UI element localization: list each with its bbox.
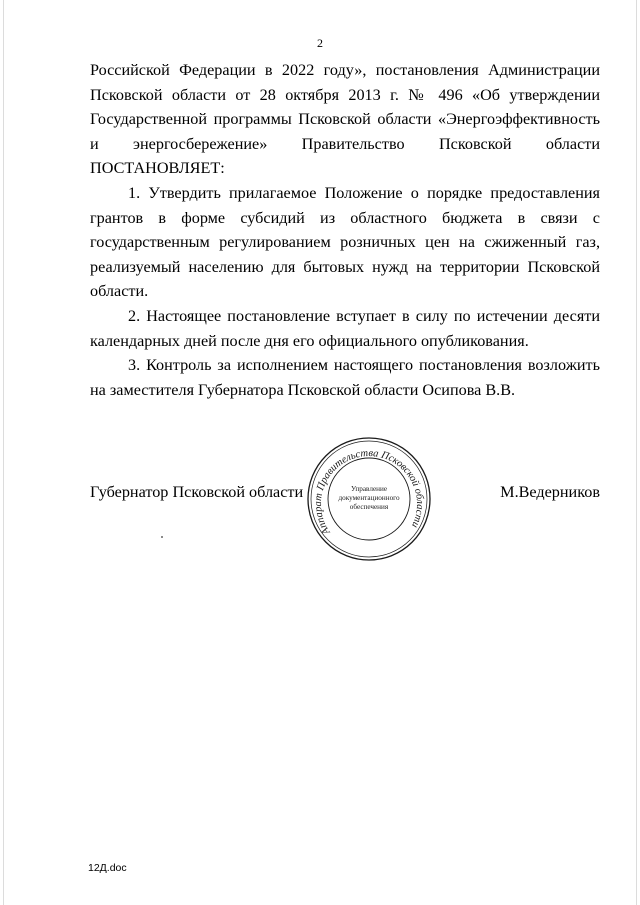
seal-center-line-3: обеспечения <box>349 503 389 511</box>
paragraph-item-2: 2. Настоящее постановление вступает в силу по истечении десяти календарных дней после дня его официального опубликования. <box>90 306 600 350</box>
official-seal <box>306 436 432 562</box>
signatory-position: Губернатор Псковской области <box>90 483 304 501</box>
seal-center-line-1: Управление <box>350 485 388 493</box>
scan-edge-right <box>636 0 637 905</box>
paragraph-item-3: 3. Контроль за исполнением настоящего постановления возложить на заместителя Губернатора Псковской области Осипова В.В. <box>90 356 600 399</box>
page-number: 2 <box>317 36 323 50</box>
footer-filename: 12Д.doc <box>88 862 127 874</box>
scan-edge-left <box>3 0 4 905</box>
paragraph-item-1: 1. Утвердить прилагаемое Положение о порядке предоставления грантов в форме субсидий из областного бюджета в связи с государственным регулированием розничных цен на сжиженный газ, реализуемый населению для бытовых нужд на территории Псковской области. <box>90 183 600 301</box>
scan-speck <box>161 536 163 538</box>
paragraph-intro: Российской Федерации в 2022 году», постановления Администрации Псковской области от 28 октября 2013 г. № 496 «Об утверждении Государственной программы Псковской области «Энергоэффективность и энергосбережение» Правительство Псковской области <box>90 61 600 153</box>
signatory-name: М.Ведерников <box>500 483 600 501</box>
document-body <box>90 58 600 402</box>
seal-center-line-2: документационного <box>338 494 400 502</box>
paragraph-decree: ПОСТАНОВЛЯЕТ: <box>90 159 225 178</box>
seal-ring-text: Аппарат Правительства Псковской области <box>312 447 426 537</box>
